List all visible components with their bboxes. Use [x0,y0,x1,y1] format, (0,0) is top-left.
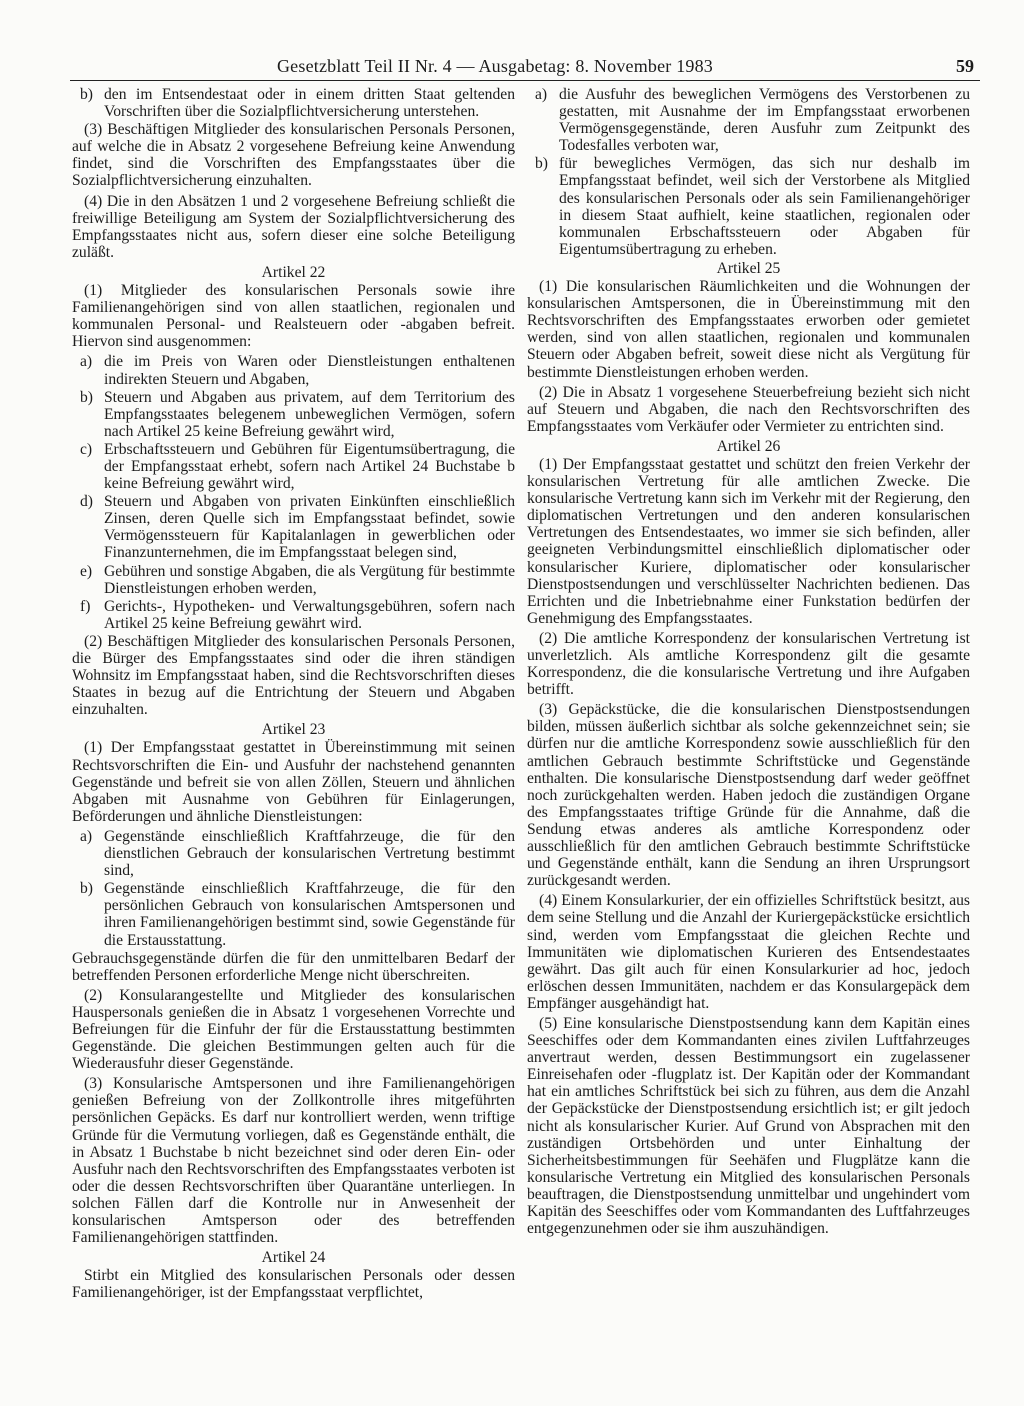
page-header [70,50,980,81]
list-item [72,563,515,597]
item-text: Erbschaftssteuern und Gebühren für Eigentumsübertragung, die der Empfangsstaat erhebt, sofern nach Artikel 24 Buchstabe b keine Befreiung gewährt wird, [104,440,515,493]
list-item [72,828,515,879]
item-label: a) [80,827,93,845]
list-item [527,155,970,258]
item-text: Gegenstände einschließlich Kraftfahrzeuge, die für den dienstlichen Gebrauch der konsularischen Vertretung bestimmt sind, [104,827,515,880]
item-text: Steuern und Abgaben aus privatem, auf dem Territorium des Empfangsstaates belegenem unbeweglichen Vermögen, sofern nach Artikel 25 keine Befreiung gewährt wird, [104,388,515,440]
item-text: Gerichts-, Hypotheken- und Verwaltungsgebühren, sofern nach Artikel 25 keine Befreiung gewährt wird. [104,597,515,632]
running-head: Gesetzblatt Teil II Nr. 4 — Ausgabetag: 8. November 1983 [276,56,713,76]
item-label: c) [80,440,93,458]
paragraph: (1) Der Empfangsstaat gestattet in Übereinstimmung mit seinen Rechtsvorschriften die Ein- und Ausfuhr der nachstehend genannten Gegenstände und befreit sie von allen Zöllen, Steuern und ähnlichen Abgaben mit Ausnahme von Gebühren für Einlagerungen, Beförderungen und ähnliche Dienstleistungen: [72,739,515,825]
article-heading: Artikel 23 [261,721,326,739]
list-item [72,880,515,948]
paragraph: (1) Mitglieder des konsularischen Personals sowie ihre Familienangehörigen sind von allen staatlichen, regionalen und kommunalen Personal- und Realsteuern oder -abgaben befreit. Hiervon sind ausgenommen: [72,282,515,351]
item-text: die im Preis von Waren oder Dienstleistungen enthaltenen indirekten Steuern und Abgaben, [104,353,515,388]
item-label: b) [80,86,93,103]
list-item [72,493,515,561]
paragraph: (3) Gepäckstücke, die die konsularischen Dienstpostsendungen bilden, müssen äußerlich sichtbar als solche gekennzeichnet sein; sie dürfen nur die amtliche Korrespondenz sowie ausschließlich für den amtlichen Gebrauch bestimmte Schriftstücke und Gegenstände enthalten. Die konsularische Dienstpostsendung darf weder geöffnet noch zurückgehalten werden. Haben jedoch die zuständigen Organe des Empfangsstaates triftige Gründe für die Annahme, daß die Sendung etwas anderes als amtliche Korrespondenz oder ausschließlich für den amtlichen Gebrauch bestimmte Schriftstücke und Gegenstände enthält, kann die Sendung an ihren Ursprungsort zurückgesandt werden. [527,701,970,890]
item-text: für bewegliches Vermögen, das sich nur deshalb im Empfangsstaat befindet, weil sich der Verstorbene als Mitglied des konsularischen Personals oder als sein Familienangehöriger in diesem Staat aufhielt, keine staatlichen, regionalen oder kommunalen Erbschaftssteuern oder Abgaben für Eigentumsübertragung zu erheben. [559,155,970,258]
item-label: d) [80,493,93,511]
paragraph: Gebrauchsgegenstände dürfen die für den unmittelbaren Bedarf der betreffenden Personen erforderliche Menge nicht überschreiten. [72,949,515,984]
item-label: f) [80,597,91,615]
paragraph: (2) Die amtliche Korrespondenz der konsularischen Vertretung ist unverletzlich. Als amtliche Korrespondenz gilt die gesamte Korrespondenz, die die konsularische Vertretung und ihre Aufgaben betrifft. [527,629,970,699]
article-heading: Artikel 24 [261,1249,326,1267]
article-heading: Artikel 26 [716,437,781,455]
list-item [72,86,515,120]
item-label: b) [80,880,93,898]
list-item [527,86,970,154]
right-column [527,86,970,1240]
paragraph: (3) Konsularische Amtspersonen und ihre Familienangehörigen genießen Befreiung von der Zollkontrolle ihres mitgeführten persönlichen Gepäcks. Es darf nur kontrolliert werden, wenn triftige Gründe für die Vermutung vorliegen, daß es Gegenstände enthält, die in Absatz 1 Buchstabe b nicht bezeichnet sind oder deren Ein- oder Ausfuhr nach den Rechtsvorschriften des Empfangsstaates verboten ist oder die dessen Rechtsvorschriften über Quarantäne unterliegen. In solchen Fällen darf die Kontrolle nur in Anwesenheit der konsularischen Amtsperson oder des betreffenden Familienangehörigen stattfinden. [72,1075,515,1247]
item-text: Gegenstände einschließlich Kraftfahrzeuge, die für den persönlichen Gebrauch von konsularischen Amtspersonen und ihren Familienangehörigen bestimmt sind, sowie Gegenstände für die Erstausstattung. [104,880,515,949]
paragraph: (4) Die in den Absätzen 1 und 2 vorgesehene Befreiung schließt die freiwillige Beteiligung am System der Sozialpflichtversicherung des Empfangsstaates nicht aus, sofern dieser eine solche Beteiligung zuläßt. [72,192,515,261]
paragraph: Stirbt ein Mitglied des konsularischen Personals oder dessen Familienangehöriger, ist der Empfangsstaat verpflichtet, [72,1267,515,1302]
article-heading: Artikel 22 [261,263,326,281]
list-item [72,353,515,387]
paragraph: (2) Die in Absatz 1 vorgesehene Steuerbefreiung bezieht sich nicht auf Steuern und Abgaben, die nach den Rechtsvorschriften des Empfangsstaates vom Verkäufer oder Vermieter zu entrichten sind. [527,383,970,435]
page-number: 59 [956,56,974,76]
item-label: a) [535,86,548,103]
paragraph: (3) Beschäftigen Mitglieder des konsularischen Personals Personen, auf welche die in Absatz 2 vorgesehene Befreiung keine Anwendung findet, sind die Vorschriften des Empfangsstaates über die Sozialpflichtversicherung einzuhalten. [72,121,515,190]
item-text: Gebühren und sonstige Abgaben, die als Vergütung für bestimmte Dienstleistungen erhoben werden, [104,562,515,597]
item-label: b) [80,388,93,406]
paragraph: (5) Eine konsularische Dienstpostsendung kann dem Kapitän eines Seeschiffes oder dem Kommandanten eines zivilen Luftfahrzeuges anvertraut werden, dessen Bestimmungsort ein zugelassener Einreisehafen oder -flugplatz ist. Der Kapitän oder der Kommandant hat ein amtliches Schriftstück bei sich zu führen, aus dem die Anzahl der Gepäckstücke der Dienstpostsendung ersichtlich ist; er gilt jedoch nicht als konsularischer Kurier. Auf Grund von Absprachen mit den zuständigen Ortsbehörden und unter Einhaltung der Sicherheitsbestimmungen für Seehäfen und Flugplätze kann die konsularische Vertretung ein Mitglied des konsularischen Personals beauftragen, die Dienstpostsendung unmittelbar und ungehindert vom Kapitän des Seeschiffes oder vom Kommandanten des Luftfahrzeuges entgegenzunehmen oder sie ihm auszuhändigen. [527,1014,970,1238]
item-text: Steuern und Abgaben von privaten Einkünften einschließlich Zinsen, deren Quelle sich im Empfangsstaat befindet, sowie Vermögenssteuern für Kapitalanlagen in gewerblichen oder Finanzunternehmen, die im Empfangsstaat belegen sind, [104,493,515,562]
list-item [72,598,515,632]
list-item [72,389,515,440]
item-text: den im Entsendestaat oder in einem dritten Staat geltenden Vorschriften über die Sozialpflichtversicherung unterstehen. [104,86,515,121]
paragraph: (2) Beschäftigen Mitglieder des konsularischen Personals Personen, die Bürger des Empfangsstaates sind oder die ihren ständigen Wohnsitz im Empfangsstaat haben, sind die Rechtsvorschriften dieses Staates in bezug auf die Entrichtung der Steuern und Abgaben einzuhalten. [72,632,515,719]
paragraph: (1) Der Empfangsstaat gestattet und schützt den freien Verkehr der konsularischen Vertretung für alle amtlichen Zwecke. Die konsularische Vertretung kann sich im Verkehr mit der Regierung, den diplomatischen Vertretungen und den anderen konsularischen Vertretungen des Entsendestaates, wo immer sie sich befinden, aller geeigneten Verbindungsmittel einschließlich diplomatischer oder konsularischer Kuriere, diplomatischer oder konsularischer Dienstpostsendungen und verschlüsselter Nachrichten bedienen. Das Errichten und die Inbetriebnahme einer Funkstation bedürfen der Genehmigung des Empfangsstaates. [527,455,970,627]
item-label: a) [80,353,93,371]
paragraph: (1) Die konsularischen Räumlichkeiten und die Wohnungen der konsularischen Amtspersonen, die in Übereinstimmung mit den Rechtsvorschriften des Empfangsstaates erworben oder gemietet werden, sind von allen staatlichen, regionalen und kommunalen Steuern oder Abgaben befreit, soweit diese nicht als Vergütung für bestimmte Dienstleistungen erhoben werden. [527,278,970,381]
article-heading: Artikel 25 [716,259,781,277]
item-text: die Ausfuhr des beweglichen Vermögens des Verstorbenen zu gestatten, mit Ausnahme der im Empfangsstaat erworbenen Vermögensgegenstände, deren Ausfuhr zum Zeitpunkt des Todesfalles verboten war, [559,86,970,155]
item-label: e) [80,562,93,580]
list-item [72,441,515,492]
left-column [72,86,515,1304]
paragraph: (2) Konsularangestellte und Mitglieder des konsularischen Hauspersonals genießen die in Absatz 1 vorgesehenen Vorrechte und Befreiungen für die Einfuhr der für die Erstausstattung bestimmten Gegenstände. Die gleichen Bestimmungen gelten auch für die Wiederausfuhr dieser Gegenstände. [72,986,515,1073]
item-label: b) [535,155,548,173]
paragraph: (4) Einem Konsularkurier, der ein offizielles Schriftstück besitzt, aus dem seine Stellung und die Anzahl der Kuriergepäckstücke ersichtlich sind, werden vom Empfangsstaat die gleichen Rechte und Immunitäten wie diplomatischen Kurieren des Entsendestaates gewährt. Das gilt auch für einen Konsularkurier ad hoc, jedoch erlöschen dessen Immunitäten, nachdem er das Konsulargepäck dem Empfänger ausgehändigt hat. [527,892,970,1012]
